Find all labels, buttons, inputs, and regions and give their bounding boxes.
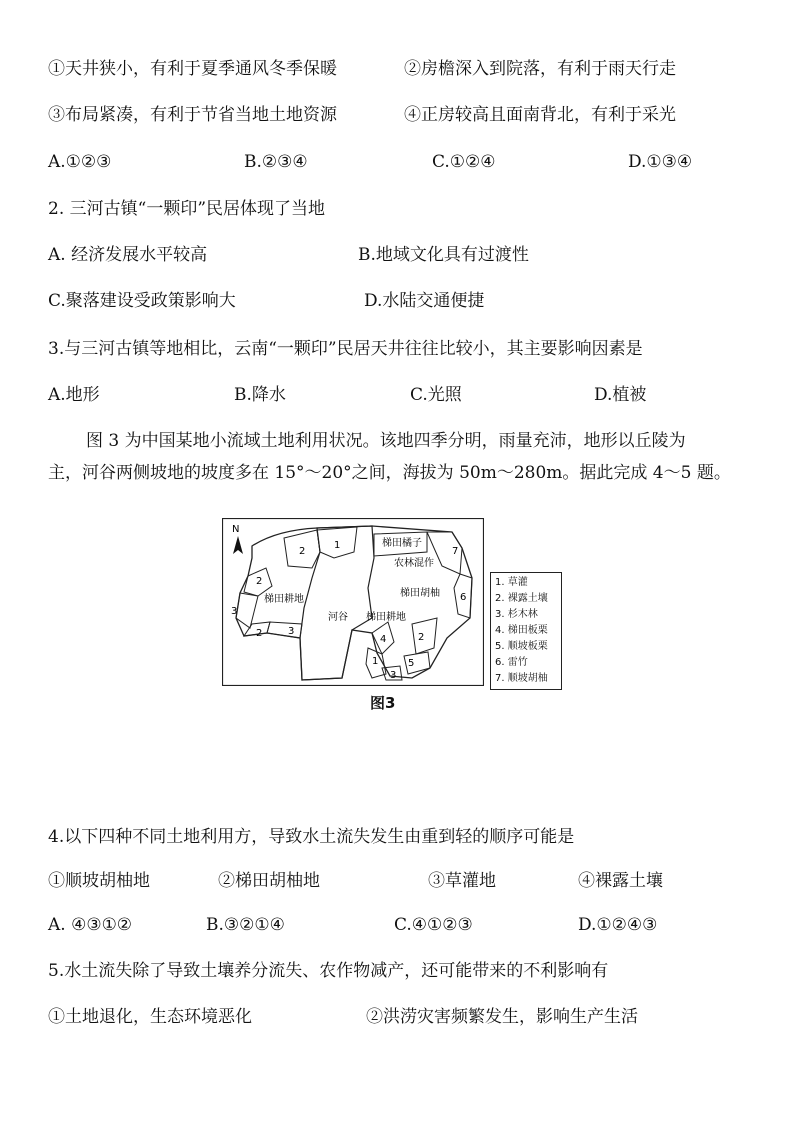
q4-item-1: ①顺坡胡柚地 — [48, 871, 150, 891]
q2-stem: 2. 三河古镇“一颗印”民居体现了当地 — [48, 199, 326, 219]
figure-caption: 图3 — [370, 694, 396, 712]
q3-option-c: C.光照 — [410, 385, 462, 405]
q5-stem: 5.水土流失除了导致土壤养分流失、农作物减产，还可能带来的不利影响有 — [48, 961, 609, 981]
q1-option-c: C.①②④ — [432, 152, 496, 172]
legend-item: 1. 草灌 — [495, 577, 528, 588]
patch-number: 4 — [380, 634, 387, 645]
patch-number: 5 — [408, 658, 415, 669]
q1-option-d: D.①③④ — [628, 152, 693, 172]
legend-item: 2. 裸露土壤 — [495, 593, 548, 604]
intro-line-2: 主，河谷两侧坡地的坡度多在 15°～20°之间，海拔为 50m～280m。据此完成 4～5 题。 — [48, 463, 731, 483]
q3-option-a: A.地形 — [48, 385, 100, 405]
q5-item-1: ①土地退化，生态环境恶化 — [48, 1007, 252, 1027]
q1-statement-2: ②房檐深入到院落，有利于雨天行走 — [404, 59, 676, 79]
q4-option-d: D.①②④③ — [578, 915, 658, 935]
patch-number: 2 — [256, 576, 263, 587]
q4-item-2: ②梯田胡柚地 — [218, 871, 320, 891]
patch-number: 2 — [418, 632, 425, 643]
legend-item: 7. 顺坡胡柚 — [495, 673, 548, 684]
q3-option-b: B.降水 — [234, 385, 286, 405]
legend-item: 3. 杉木林 — [495, 609, 538, 620]
label-terrace-pomelo: 梯田胡柚 — [400, 588, 440, 599]
patch-number: 3 — [288, 626, 295, 637]
patch-number: 2 — [299, 546, 306, 557]
q3-option-d: D.植被 — [594, 385, 647, 405]
legend-item: 5. 顺坡板栗 — [495, 641, 548, 652]
patch-number: 1 — [372, 656, 379, 667]
q4-option-b: B.③②①④ — [206, 915, 285, 935]
patch-number: 3 — [231, 606, 238, 617]
map-frame — [223, 519, 484, 686]
patch-number: 3 — [390, 670, 397, 681]
q1-option-b: B.②③④ — [244, 152, 308, 172]
q2-option-b: B.地域文化具有过渡性 — [358, 245, 529, 265]
patch-number: 7 — [452, 546, 459, 557]
north-label: N — [232, 524, 240, 535]
q2-option-c: C.聚落建设受政策影响大 — [48, 291, 236, 311]
label-agroforestry: 农林混作 — [394, 558, 434, 569]
legend-item: 4. 梯田板栗 — [495, 625, 548, 636]
label-valley: 河谷 — [328, 612, 348, 623]
map-svg — [222, 518, 484, 686]
q4-item-4: ④裸露土壤 — [578, 871, 663, 891]
patch-number: 1 — [334, 540, 341, 551]
patch-number: 6 — [460, 592, 467, 603]
q2-option-a: A. 经济发展水平较高 — [48, 245, 208, 265]
q1-statement-3: ③布局紧凑，有利于节省当地土地资源 — [48, 105, 337, 125]
q1-option-a: A.①②③ — [48, 152, 112, 172]
label-terrace-orange: 梯田橘子 — [382, 538, 422, 549]
q2-option-d: D.水陆交通便捷 — [364, 291, 485, 311]
q4-stem: 4.以下四种不同土地利用方，导致水土流失发生由重到轻的顺序可能是 — [48, 827, 575, 847]
patch-number: 2 — [256, 628, 263, 639]
q1-statement-4: ④正房较高且面南背北，有利于采光 — [404, 105, 676, 125]
q4-item-3: ③草灌地 — [428, 871, 496, 891]
q3-stem: 3.与三河古镇等地相比，云南“一颗印”民居天井往往比较小，其主要影响因素是 — [48, 339, 643, 359]
label-terrace-farmland-left: 梯田耕地 — [264, 594, 304, 605]
q4-option-c: C.④①②③ — [394, 915, 473, 935]
label-terrace-farmland-center: 梯田耕地 — [366, 612, 406, 623]
land-use-map — [222, 518, 484, 686]
q4-option-a: A. ④③①② — [48, 915, 133, 935]
q1-statement-1: ①天井狭小，有利于夏季通风冬季保暖 — [48, 59, 337, 79]
map-legend — [490, 572, 562, 690]
legend-item: 6. 雷竹 — [495, 657, 528, 668]
q5-item-2: ②洪涝灾害频繁发生，影响生产生活 — [366, 1007, 638, 1027]
intro-line-1: 图 3 为中国某地小流域土地利用状况。该地四季分明，雨量充沛，地形以丘陵为 — [86, 431, 686, 451]
